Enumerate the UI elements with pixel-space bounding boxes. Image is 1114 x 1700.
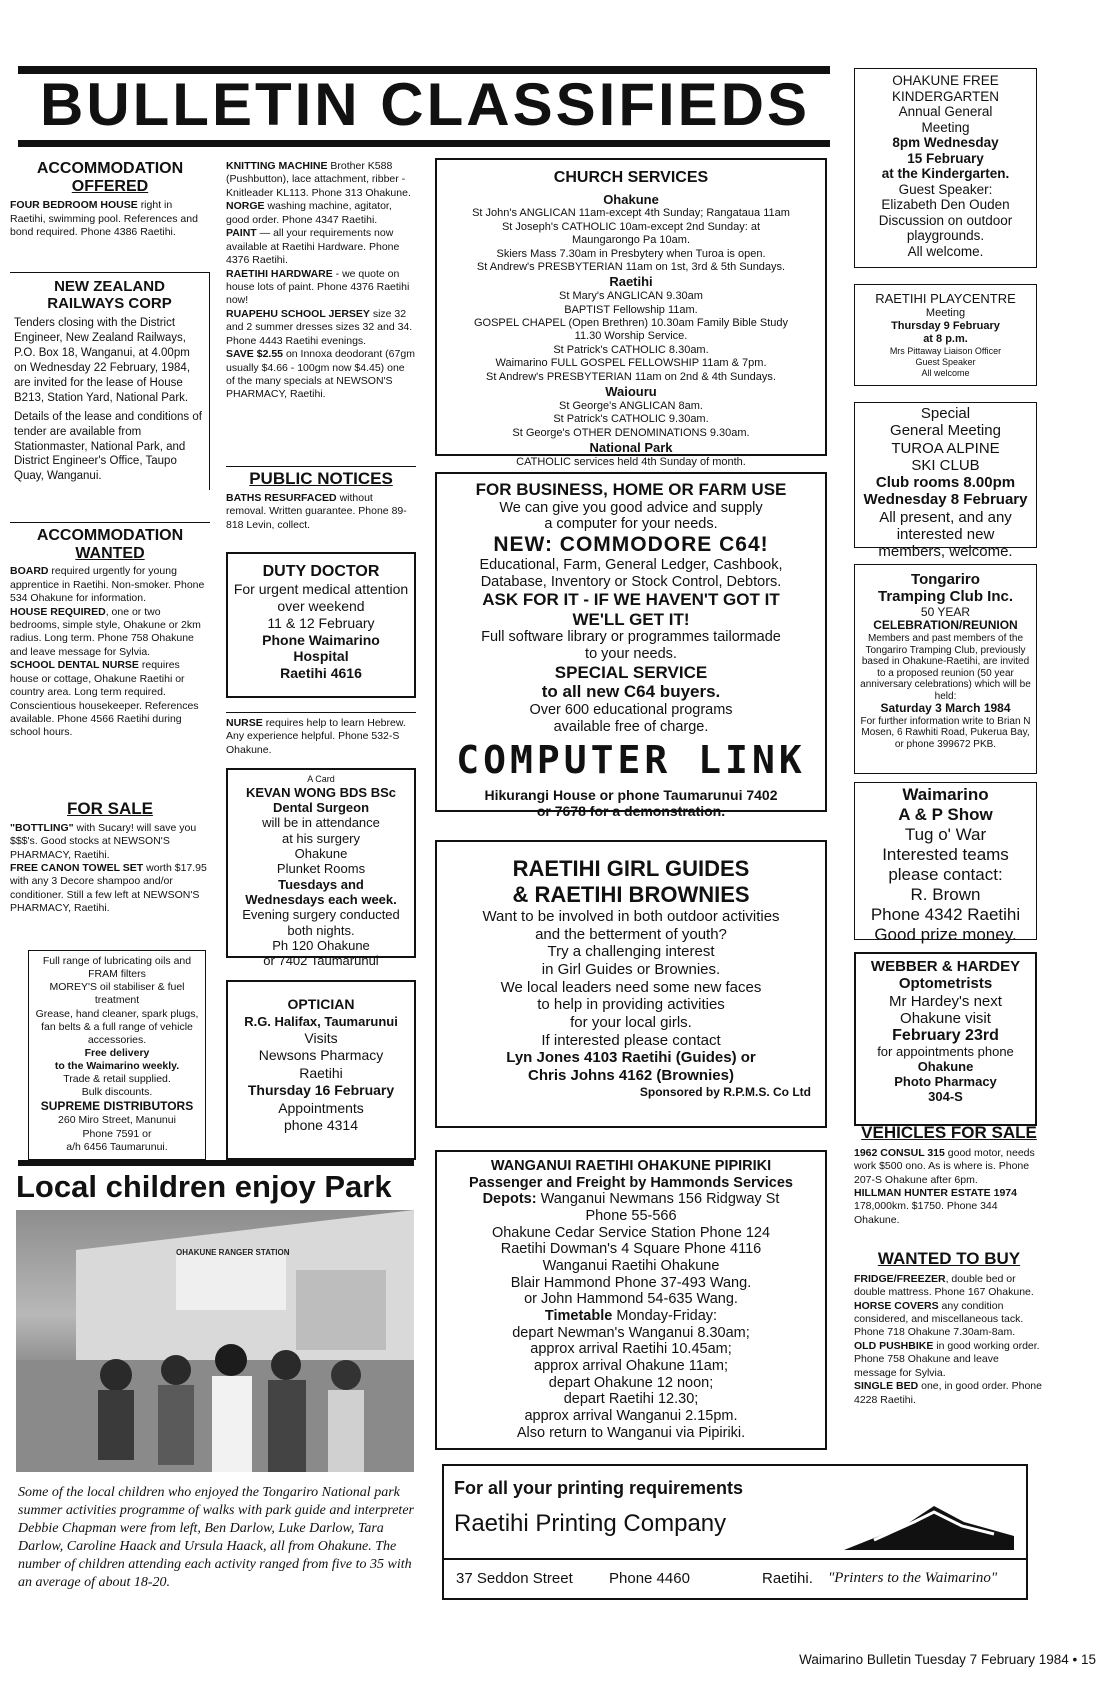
ad-text: one, in good order. Phone 4228 Raetihi. [854, 1380, 1042, 1406]
tramping-text: Members and past members of the Tongariro Tramping Club, previously based in Ohakune-Raetihi, are invited to a proposed reunion (50 year anniversary celebrations) which will be held: [860, 633, 1031, 702]
church-line: St George's ANGLICAN 8am. [559, 399, 703, 412]
tramping-club-ad [854, 564, 1037, 774]
guides-heading: & RAETIHI BROWNIES [512, 881, 750, 907]
for-sale-heading: FOR SALE [67, 799, 153, 818]
ad-text: worth $17.95 with any 3 Decore shampoo and/or conditioner. Still a few left at NEWSON'S PHARMACY, Raetihi. [10, 862, 207, 915]
nzr-heading-2: RAILWAYS CORP [47, 294, 172, 312]
acc-wanted-heading-2: WANTED [75, 544, 145, 562]
kinder-line: playgrounds. [906, 228, 985, 244]
computer-heading: ASK FOR IT - IF WE HAVEN'T GOT IT [482, 590, 780, 610]
ski-line: members, welcome. [878, 543, 1013, 560]
nzr-p2: Details of the lease and conditions of tender are available from Stationmaster, National Park, and District Engineer's Office, Taupo Quay, Wanganui. [14, 410, 202, 483]
ad-text: - we quote on house lots of paint. Phone 4376 Raetihi now! [226, 267, 410, 307]
card-line: at his surgery [281, 830, 361, 846]
printing-company: Raetihi Printing Company [454, 1510, 727, 1537]
ad-key: BOARD [10, 565, 49, 578]
card-line: or 7402 Taumarunui [263, 953, 379, 969]
optician-line: Raetihi [299, 1064, 343, 1081]
computer-heading: NEW: COMMODORE C64! [493, 532, 769, 556]
card-line: will be in attendance [262, 815, 380, 831]
church-line: CATHOLIC services held 4th Sunday of month. [516, 456, 746, 469]
guides-line: If interested please contact [541, 1031, 721, 1049]
church-line: St John's ANGLICAN 11am-except 4th Sunday; Rangataua 11am [472, 207, 790, 220]
duty-doctor-bold: Hospital [293, 648, 349, 665]
story-photo [16, 1210, 414, 1472]
ad-text: good motor, needs work $500 ono. As is where is. Phone 207-S Ohakune after 6pm. [854, 1146, 1035, 1186]
nurse-ad [226, 712, 416, 757]
computer-heading: SPECIAL SERVICE [554, 662, 708, 682]
ad-key: 1962 CONSUL 315 [854, 1146, 945, 1159]
guides-line: to help in providing activities [537, 996, 725, 1014]
ad-key: NURSE [226, 717, 263, 729]
ap-line: Phone 4342 Raetihi [870, 905, 1021, 925]
printing-heading: For all your printing requirements [454, 1478, 744, 1498]
ad-text: Brother K588 (Pushbutton), lace attachment, ribber - Knitleader KL113. Phone 313 Ohakune. [226, 160, 411, 199]
nzr-box [10, 272, 210, 490]
acc-offered-section [10, 160, 210, 240]
ad-key: "BOTTLING" [10, 821, 74, 834]
kinder-line: OHAKUNE FREE [892, 73, 999, 88]
ad-key: NORGE [226, 200, 265, 213]
ad-text: required urgently for young apprentice in Raetihi. Non-smoker. Phone 534 Ohakune for information. [10, 565, 205, 605]
ski-bold: Wednesday 8 February [863, 491, 1028, 509]
computer-line: Educational, Farm, General Ledger, Cashbook, [479, 557, 783, 574]
ad-key: BATHS RESURFACED [226, 491, 337, 504]
tramping-line: 50 YEAR [920, 604, 971, 619]
supreme-addr: a/h 6456 Taumarunui. [66, 1140, 168, 1153]
computer-heading: WE'LL GET IT! [572, 609, 690, 629]
tramping-bold: Tramping Club Inc. [877, 588, 1013, 606]
supreme-bold: Free delivery [84, 1046, 150, 1059]
masthead-bottom-rule [18, 140, 830, 147]
freight-line: Phone 55-566 [585, 1208, 677, 1225]
ad-text: in good working order. Phone 758 Ohakune and leave message for Sylvia. [854, 1339, 1040, 1379]
playcentre-line: Meeting [925, 306, 966, 319]
acc-wanted-heading-1: ACCOMMODATION [36, 527, 184, 544]
freight-time: approx arrival Raetihi 10.45am; [530, 1341, 732, 1358]
church-line: St Andrew's PRESBYTERIAN 11am on 2nd & 4th Sundays. [486, 370, 776, 383]
freight-heading: Passenger and Freight by Hammonds Services [469, 1174, 793, 1191]
guides-line: Try a challenging interest [547, 943, 715, 961]
printing-phone: Phone 4460 [609, 1570, 690, 1587]
ad-key: FRIDGE/FREEZER [854, 1272, 946, 1285]
guides-line: We local leaders need some new faces [500, 978, 762, 996]
ap-line: please contact: [888, 865, 1003, 885]
church-title: CHURCH SERVICES [553, 169, 709, 186]
computer-link-ad [435, 472, 827, 820]
freight-line: Raetihi Dowman's 4 Square Phone 4116 [500, 1241, 762, 1258]
card-name: KEVAN WONG BDS BSc [246, 784, 396, 800]
kinder-bold: 15 February [907, 150, 984, 166]
ad-key: RAETIHI HARDWARE [226, 267, 333, 280]
girl-guides-ad [435, 840, 827, 1128]
story-top-rule [18, 1160, 414, 1166]
kinder-line: Discussion on outdoor [878, 212, 1013, 228]
ap-show-ad [854, 782, 1037, 945]
computer-line: a computer for your needs. [544, 516, 718, 533]
optician-line: Newsons Pharmacy [258, 1047, 384, 1064]
wanted-section [854, 1250, 1044, 1407]
card-line: Ohakune [294, 845, 348, 861]
ad-key: FREE CANON TOWEL SET [10, 862, 144, 874]
guides-line: for your local girls. [570, 1014, 692, 1032]
ad-key: HOUSE REQUIRED [10, 605, 106, 618]
church-line: St Andrew's PRESBYTERIAN 11am on 1st, 3rd & 5th Sundays. [476, 261, 786, 273]
public-notices-heading: PUBLIC NOTICES [249, 469, 393, 488]
kinder-bold: 8pm Wednesday [892, 135, 999, 151]
acc-offered-heading-2: OFFERED [71, 177, 149, 195]
freight-time: depart Newman's Wanganui 8.30am; [512, 1324, 750, 1341]
kinder-line: Annual General [898, 104, 993, 120]
ski-club-ad [854, 402, 1037, 560]
optician-line: Appointments [278, 1099, 364, 1116]
opto-bold: February 23rd [892, 1027, 999, 1044]
playcentre-line: Mrs Pittaway Liaison Officer [889, 346, 1002, 357]
church-line: BAPTIST Fellowship 11am. [564, 303, 698, 316]
guides-line: and the betterment of youth? [535, 925, 727, 943]
supreme-addr: 260 Miro Street, Manunui [58, 1114, 176, 1127]
church-place: Waiouru [605, 384, 657, 400]
computer-bottom: or 7678 for a demonstration. [536, 803, 726, 820]
freight-time: depart Raetihi 12.30; [563, 1391, 699, 1408]
freight-depots-key: Depots: [482, 1191, 537, 1208]
freight-time: approx arrival Ohakune 11am; [534, 1358, 728, 1375]
page-footer: Waimarino Bulletin Tuesday 7 February 1984 • 15 [799, 1652, 1096, 1667]
duty-doctor-dates: 11 & 12 February [267, 614, 375, 631]
ranger-station-sign: OHAKUNE RANGER STATION [176, 1248, 290, 1257]
supreme-line: Bulk discounts. [81, 1086, 153, 1099]
card-line: Plunket Rooms [276, 861, 366, 877]
for-sale-section [10, 800, 210, 916]
ad-text: requires help to learn Hebrew. Any experience helpful. Phone 532-S Ohakune. [226, 717, 406, 756]
church-line: 11.30 Worship Service. [574, 330, 688, 343]
supreme-line: MOREY'S oil stabiliser & fuel treatment [49, 981, 185, 1007]
kinder-bold: at the Kindergarten. [881, 166, 1010, 182]
card-label: A Card [307, 774, 335, 784]
ad-key: SINGLE BED [854, 1380, 919, 1393]
card-line: Ph 120 Ohakune [272, 937, 370, 953]
kinder-line: All welcome. [907, 243, 984, 259]
hammonds-freight-ad [435, 1150, 827, 1450]
ad-text: , one or two bedrooms, simple style, Ohakune or 2km radius. Long term. Phone 758 Ohakune and leave message for Sylvia. [10, 605, 201, 658]
computer-line: Over 600 educational programs [529, 701, 733, 718]
ad-text: size 32 and 2 summer dresses sizes 32 and 34. Phone 4443 Raetihi evenings. [226, 307, 413, 347]
church-line: St George's OTHER DENOMINATIONS 9.30am. [512, 426, 750, 439]
dental-card-ad [226, 768, 416, 969]
ad-key: SAVE $2.55 [226, 348, 284, 361]
opto-bold: WEBBER & HARDEY [870, 958, 1021, 975]
church-line: St Patrick's CATHOLIC 9.30am. [553, 413, 709, 426]
ad-text: , double bed or double mattress. Phone 167 Ohakune. [854, 1272, 1034, 1299]
freight-time: approx arrival Wanganui 2.15pm. [524, 1408, 738, 1425]
church-line: GOSPEL CHAPEL (Open Brethren) 10.30am Family Bible Study [473, 317, 789, 330]
kinder-line: Guest Speaker: [898, 181, 993, 197]
playcentre-line: RAETIHI PLAYCENTRE [875, 291, 1016, 306]
ski-line: All present, and any [879, 508, 1012, 526]
ap-line: Interested teams [882, 845, 1009, 865]
ski-line: interested new [896, 525, 995, 543]
ad-text: requires house or cottage, Ohakune Raetihi or country area. Long term required. Conscientious housekeeper. References available. Phone 4566 Raetihi during school hours. [10, 659, 199, 739]
opto-line: Mr Hardey's next [889, 992, 1002, 1010]
playcentre-bold: Thursday 9 February [891, 319, 1000, 332]
kindergarten-ad [854, 68, 1037, 268]
card-line: Evening surgery conducted both nights. [242, 907, 400, 938]
card-title: Dental Surgeon [272, 799, 370, 815]
computer-heading: to all new C64 buyers. [541, 682, 721, 702]
tramping-bold: CELEBRATION/REUNION [873, 618, 1018, 633]
computer-bottom: Hikurangi House or phone Taumarunui 7402 [484, 786, 778, 803]
ad-key: OLD PUSHBIKE [854, 1339, 934, 1352]
tramping-more: For further information write to Brian N Mosen, 6 Rawhiti Road, Pukerua Bay, or phone 399672 PKB. [860, 715, 1031, 750]
supreme-line: Full range of lubricating oils and FRAM filters [42, 955, 192, 981]
ad-text: with Sucary! will save you $$$'s. Good stocks at NEWSON'S PHARMACY, Raetihi. [10, 821, 197, 861]
computer-line: We can give you good advice and supply [499, 499, 763, 516]
printing-logo [844, 1500, 1014, 1550]
freight-line: Wanganui Raetihi Ohakune [542, 1258, 720, 1275]
ap-bold: Waimarino [902, 785, 989, 804]
ad-text: on Innoxa deodorant (67gm usually $4.66 - 100gm now $4.45) one of the many specials at NEWSON'S PHARMACY, Raetihi. [226, 348, 415, 401]
duty-doctor-title: DUTY DOCTOR [262, 563, 380, 580]
tramping-date: Saturday 3 March 1984 [880, 701, 1011, 716]
freight-timetable: Monday-Friday: [616, 1308, 718, 1325]
computer-line: to your needs. [585, 646, 677, 663]
vehicles-heading: VEHICLES FOR SALE [861, 1123, 1037, 1142]
freight-line: Blair Hammond Phone 37-493 Wang. [510, 1274, 752, 1291]
ski-line: TUROA ALPINE [891, 439, 1000, 457]
ad-text: without removal. Written guarantee. Phone 89-818 Levin, collect. [226, 491, 407, 531]
supreme-line: Grease, hand cleaner, spark plugs, fan belts & a full range of vehicle accessories. [35, 1007, 199, 1046]
optician-date: Thursday 16 February [247, 1082, 395, 1099]
printing-ad [442, 1464, 1028, 1600]
ski-line: General Meeting [890, 422, 1001, 440]
playcentre-ad [854, 284, 1037, 386]
opto-bold: Photo Pharmacy [894, 1074, 997, 1090]
ad-key: PAINT [226, 227, 257, 240]
ad-key: HORSE COVERS [854, 1299, 939, 1312]
supreme-ad [28, 950, 206, 1160]
computer-heading: FOR BUSINESS, HOME OR FARM USE [475, 480, 787, 499]
computer-link-logo: COMPUTER LINK [456, 738, 806, 783]
nzr-p1: Tenders closing with the District Engineer, New Zealand Railways, P.O. Box 18, Wanganui, at 4.00pm on Wednesday 22 February, 1984, are invited for the lease of House B213, Station Yard, National Park. [14, 317, 191, 404]
church-services-ad [435, 158, 827, 469]
playcentre-line: All welcome [921, 367, 970, 378]
ap-bold: A & P Show [898, 805, 993, 825]
church-line: St Patrick's CATHOLIC 8.30am. [553, 343, 709, 356]
supreme-addr: Phone 7591 or [82, 1127, 152, 1140]
guides-line: in Girl Guides or Brownies. [541, 960, 721, 978]
freight-heading: WANGANUI RAETIHI OHAKUNE PIPIRIKI [490, 1158, 772, 1174]
ad-key: SCHOOL DENTAL NURSE [10, 659, 139, 672]
printing-divider [444, 1558, 1026, 1560]
ad-text: — all your requirements now available at Raetihi Hardware. Phone 4376 Raetihi. [226, 227, 400, 267]
duty-doctor-bold: Raetihi 4616 [280, 665, 362, 682]
card-bold: Wednesdays each week. [245, 891, 397, 907]
guides-contact: Lyn Jones 4103 Raetihi (Guides) or [506, 1049, 756, 1067]
freight-timetable-key: Timetable [544, 1308, 613, 1325]
ad-text: right in Raetihi, swimming pool. References and bond required. Phone 4386 Raetihi. [10, 199, 198, 239]
wanted-heading: WANTED TO BUY [877, 1249, 1021, 1268]
ad-text: 178,000km. $1750. Phone 344 Ohakune. [854, 1200, 998, 1226]
printing-town: Raetihi. [762, 1570, 813, 1587]
optometrists-ad [854, 952, 1037, 1126]
freight-last: Also return to Wanganui via Pipiriki. [516, 1424, 746, 1441]
freight-time: depart Ohakune 12 noon; [548, 1374, 714, 1391]
ad-text: washing machine, agitator, good order. Phone 4347 Raetihi. [226, 200, 392, 226]
computer-line: Full software library or programmes tailormade [481, 629, 781, 646]
freight-depots: Wanganui Newmans 156 Ridgway St [540, 1191, 780, 1208]
church-line: Maungarongo Pa 10am. [571, 234, 691, 247]
ap-line: Good prize money. [874, 925, 1017, 945]
ski-line: SKI CLUB [911, 456, 980, 474]
guides-heading: RAETIHI GIRL GUIDES [512, 856, 750, 881]
masthead-title: BULLETIN CLASSIFIEDS [40, 71, 811, 138]
duty-doctor-line: For urgent medical attention over weekend [233, 581, 409, 614]
opto-bold: 304-S [928, 1089, 963, 1105]
opto-line: for appointments phone [877, 1044, 1014, 1060]
duty-doctor-bold: Phone Waimarino [262, 631, 380, 648]
duty-doctor-ad [226, 552, 416, 698]
tramping-bold: Tongariro [911, 571, 980, 588]
printing-slogan: "Printers to the Waimarino" [828, 1570, 998, 1586]
ad-key: HILLMAN HUNTER ESTATE 1974 [854, 1187, 1017, 1199]
optician-title: OPTICIAN [287, 996, 355, 1012]
ad-key: KNITTING MACHINE [226, 160, 328, 172]
card-bold: Tuesdays and [278, 876, 364, 892]
ski-bold: Club rooms 8.00pm [875, 474, 1016, 491]
optician-line: phone 4314 [284, 1117, 358, 1134]
freight-line: Ohakune Cedar Service Station Phone 124 [491, 1224, 771, 1241]
opto-bold: Ohakune [917, 1059, 974, 1075]
church-place: Raetihi [609, 274, 653, 290]
ad-text: any condition considered, and miscellaneous tack. Phone 718 Ohakune 7.30am-8am. [854, 1299, 1024, 1339]
supreme-bold: to the Waimarino weekly. [54, 1060, 180, 1072]
public-notices-section [226, 466, 416, 532]
church-line: St Mary's ANGLICAN 9.30am [559, 290, 703, 303]
church-line: St Joseph's CATHOLIC 10am-except 2nd Sunday: at [501, 220, 761, 233]
opto-bold: Optometrists [898, 975, 993, 993]
supreme-name: SUPREME DISTRIBUTORS [40, 1099, 194, 1114]
church-line: Skiers Mass 7.30am in Presbytery when Turoa is open. [496, 247, 766, 260]
playcentre-bold: at 8 p.m. [923, 332, 968, 345]
opto-line: Ohakune visit [900, 1009, 991, 1027]
ap-line: Tug o' War [904, 825, 987, 845]
kinder-line: Elizabeth Den Ouden [881, 197, 1010, 213]
guides-contact: Chris Johns 4162 (Brownies) [528, 1067, 734, 1085]
supreme-line: Trade & retail supplied. [63, 1073, 171, 1086]
church-place: Ohakune [603, 191, 659, 207]
printing-address: 37 Seddon Street [456, 1570, 573, 1587]
ad-key: RUAPEHU SCHOOL JERSEY [226, 307, 370, 320]
ap-line: R. Brown [910, 885, 981, 905]
mountain-logo-icon [844, 1500, 1014, 1550]
col2-classifieds [226, 160, 416, 402]
optician-line: Visits [304, 1029, 338, 1046]
ad-key: FOUR BEDROOM HOUSE [10, 199, 138, 212]
story-title: Local children enjoy Park [16, 1169, 392, 1204]
playcentre-line: Guest Speaker [915, 356, 976, 367]
computer-line: available free of charge. [553, 718, 709, 735]
freight-line: or John Hammond 54-635 Wang. [524, 1291, 738, 1308]
guides-line: Want to be involved in both outdoor activities [482, 907, 780, 925]
nzr-heading-1: NEW ZEALAND [54, 278, 165, 295]
acc-wanted-section [10, 522, 210, 740]
acc-offered-heading-1: ACCOMMODATION [36, 160, 184, 177]
story-caption: Some of the local children who enjoyed the Tongariro National park summer activities programme of walks with park guide and interpreter Debbie Chapman were from left, Ben Darlow, Luke Darlow, Tara Darlow, Caroline Haack and Ursula Haack, all from Ohakune. The number of children attending each activity ranged from five to 35 with an average of about 18-20. [18, 1485, 414, 1590]
ski-line: Special [920, 405, 971, 422]
optician-ad [226, 980, 416, 1160]
kinder-line: KINDERGARTEN [891, 88, 1000, 104]
kinder-line: Meeting [921, 119, 970, 135]
church-line: Waimarino FULL GOSPEL FELLOWSHIP 11am & 7pm. [495, 357, 767, 370]
vehicles-section [854, 1124, 1044, 1227]
optician-name: R.G. Halifax, Taumarunui [244, 1013, 398, 1029]
guides-sponsor: Sponsored by R.P.M.S. Co Ltd [639, 1084, 811, 1099]
computer-line: Database, Inventory or Stock Control, Debtors. [480, 573, 782, 590]
church-place: National Park [589, 440, 673, 456]
